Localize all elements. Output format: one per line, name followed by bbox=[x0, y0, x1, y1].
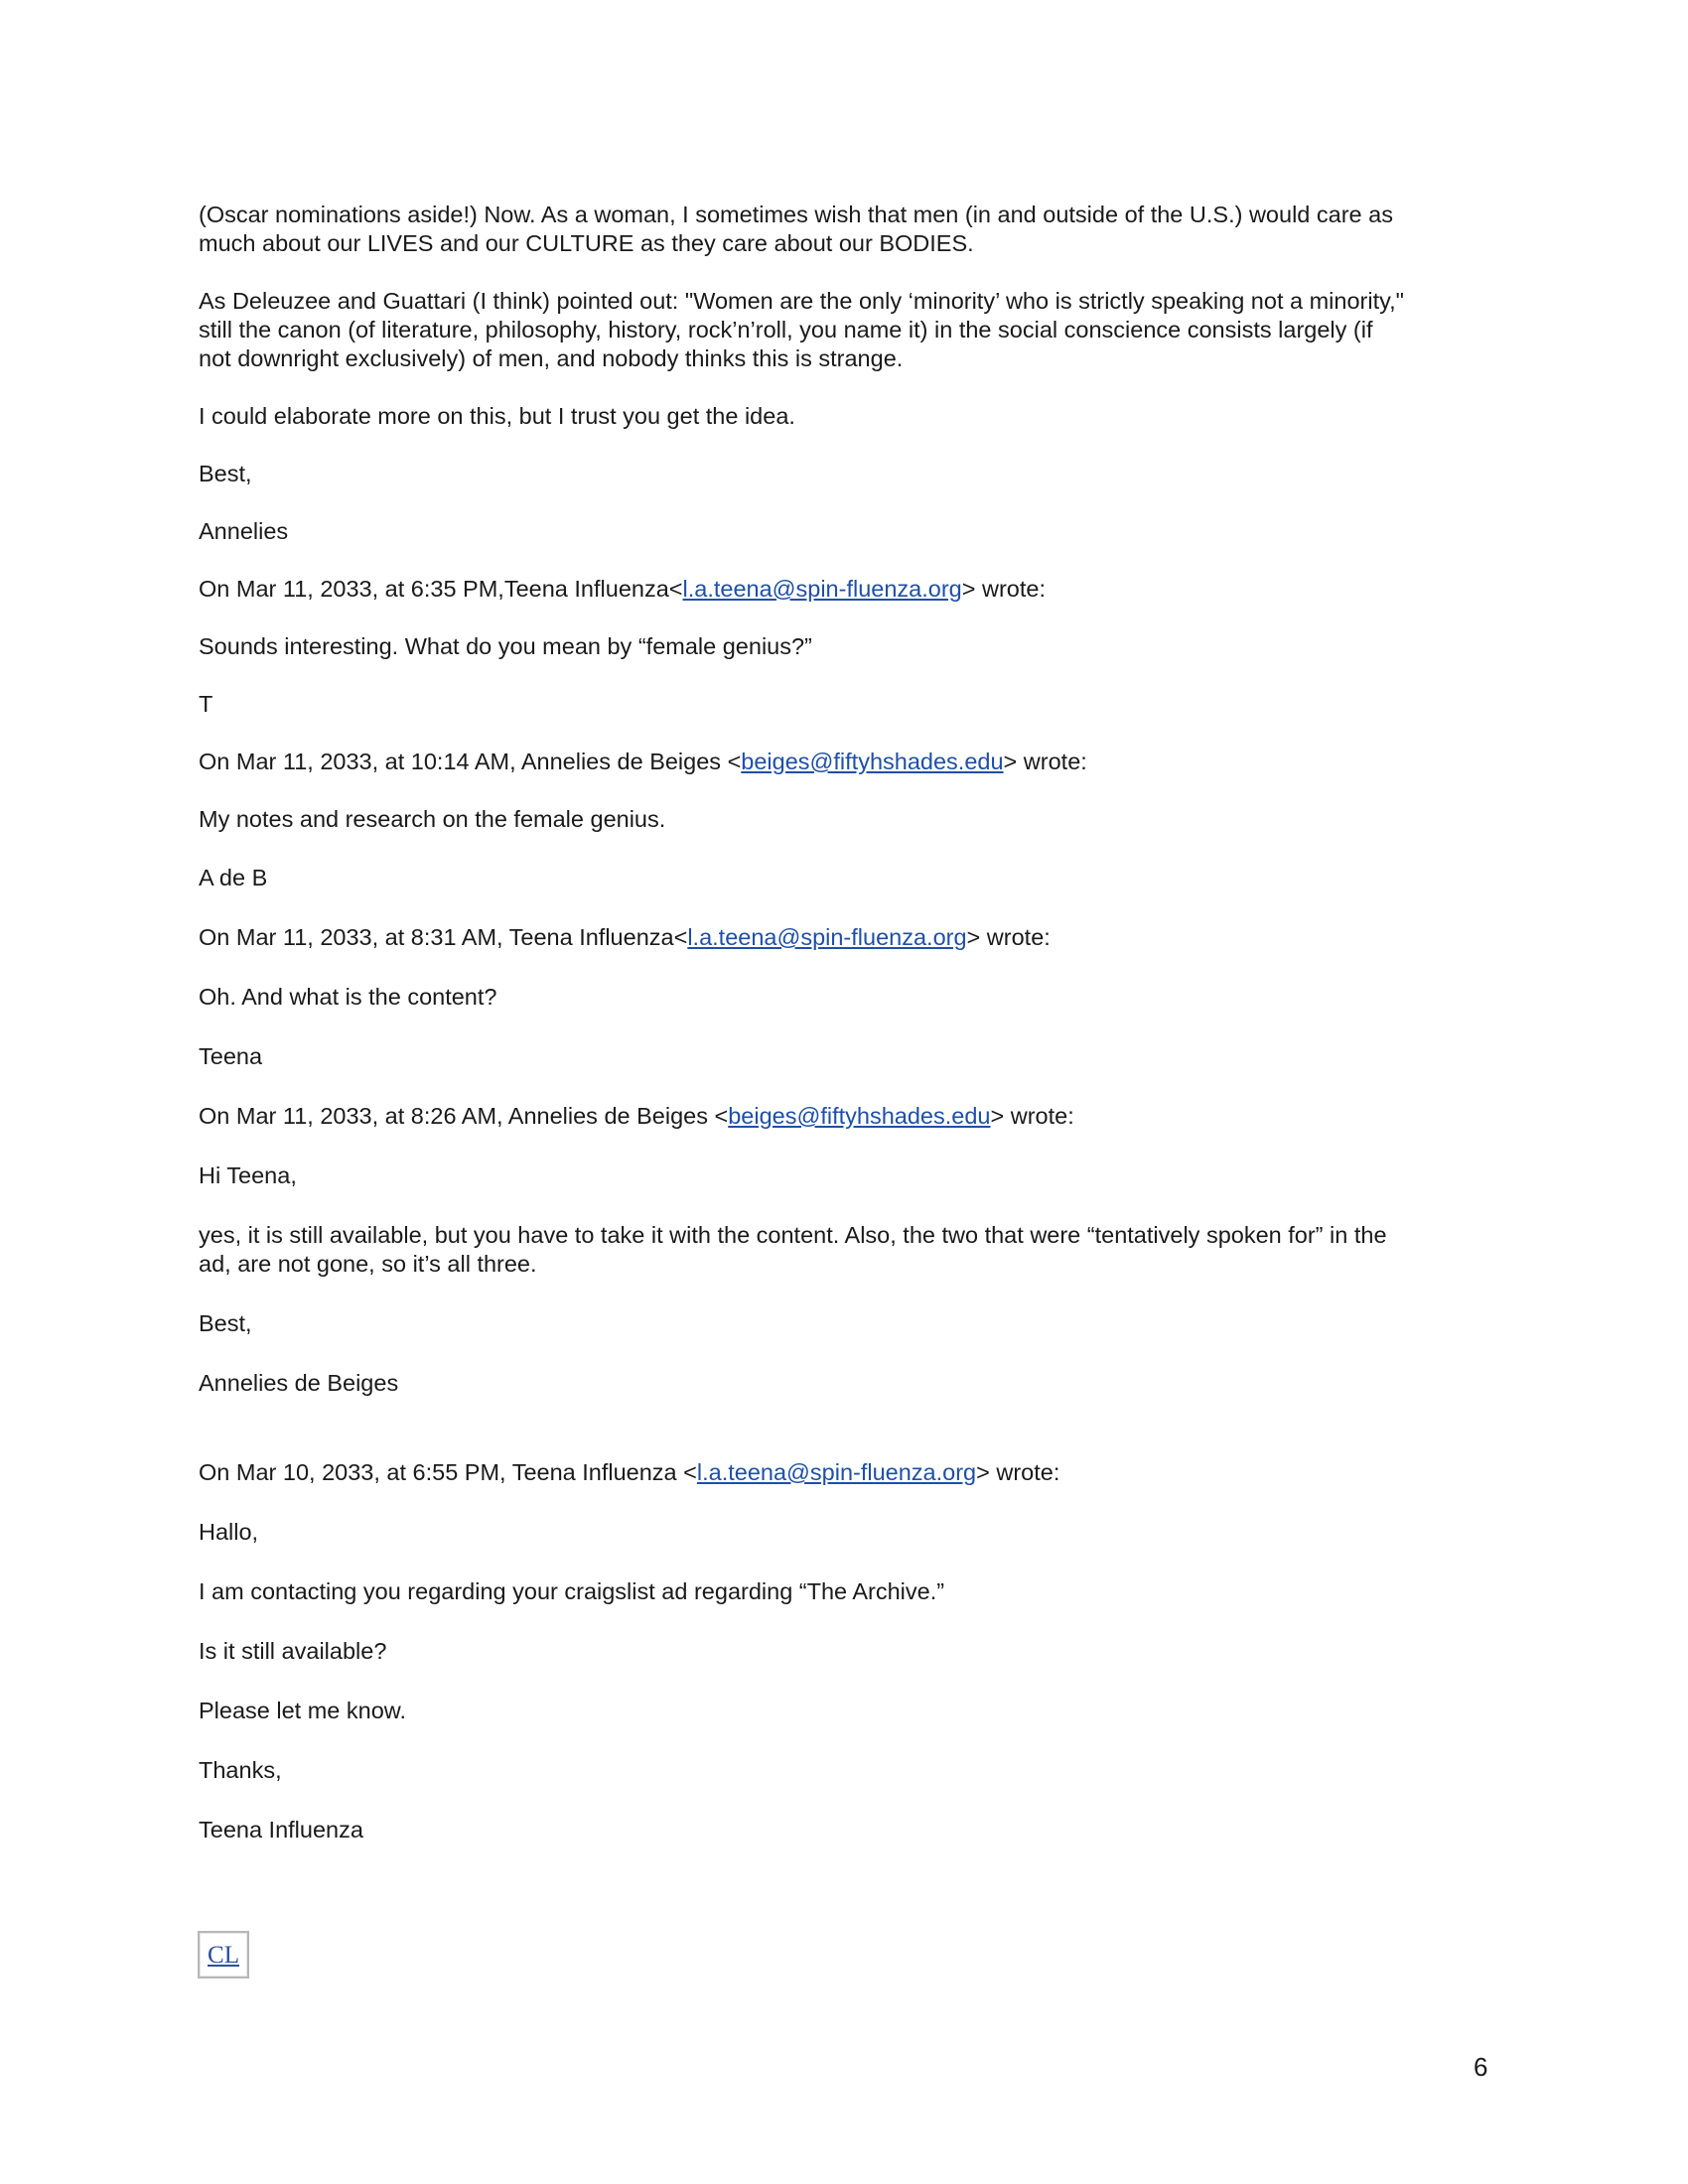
email-header-text: On Mar 11, 2033, at 8:26 AM, Annelies de Beiges < bbox=[199, 1103, 729, 1129]
signature: Annelies de Beiges bbox=[199, 1370, 399, 1396]
signature: Annelies bbox=[199, 518, 289, 544]
email-link[interactable]: beiges@fiftyhshades.edu bbox=[741, 749, 1004, 774]
page-number: 6 bbox=[1474, 2052, 1488, 2082]
email-header-text: On Mar 10, 2033, at 6:55 PM, Teena Influenza < bbox=[199, 1459, 697, 1485]
signature: T bbox=[199, 691, 213, 717]
email-header bbox=[199, 923, 1489, 952]
email-link[interactable]: l.a.teena@spin-fluenza.org bbox=[696, 1459, 977, 1485]
email-header-text: > wrote: bbox=[966, 924, 1051, 950]
greeting: Hallo, bbox=[199, 1519, 259, 1545]
body-line: Oh. And what is the content? bbox=[199, 984, 497, 1010]
email-header-text: > wrote: bbox=[990, 1103, 1074, 1129]
email-header bbox=[199, 1458, 1489, 1487]
email-header-text: On Mar 11, 2033, at 8:31 AM, Teena Influenza< bbox=[199, 924, 688, 950]
signature: A de B bbox=[199, 865, 268, 890]
cl-link-box[interactable] bbox=[198, 1931, 249, 1979]
body-line: Is it still available? bbox=[199, 1638, 387, 1664]
email-link[interactable]: beiges@fiftyhshades.edu bbox=[728, 1103, 991, 1129]
email-link[interactable]: l.a.teena@spin-fluenza.org bbox=[682, 576, 962, 602]
email-header bbox=[199, 748, 1489, 776]
body-line: My notes and research on the female genius. bbox=[199, 806, 666, 832]
body-line: Sounds interesting. What do you mean by “female genius?” bbox=[199, 633, 812, 659]
body-line: not downright exclusively) of men, and nobody thinks this is strange. bbox=[199, 345, 904, 371]
sign-off: Best, bbox=[199, 461, 252, 486]
body-line: I could elaborate more on this, but I trust you get the idea. bbox=[199, 403, 795, 429]
sign-off: Best, bbox=[199, 1310, 252, 1336]
sign-off: Thanks, bbox=[199, 1757, 282, 1783]
email-header-text: > wrote: bbox=[1003, 749, 1087, 774]
signature: Teena Influenza bbox=[199, 1817, 363, 1843]
body-line: still the canon (of literature, philosophy, history, rock’n’roll, you name it) in the social conscience consists largely (if bbox=[199, 317, 1373, 342]
body-line: As Deleuzee and Guattari (I think) pointed out: "Women are the only ‘minority’ who is strictly speaking not a minority," bbox=[199, 288, 1404, 314]
body-line: much about our LIVES and our CULTURE as they care about our BODIES. bbox=[199, 230, 974, 256]
body-line: Please let me know. bbox=[199, 1698, 406, 1723]
email-header bbox=[199, 1102, 1489, 1131]
body-line: (Oscar nominations aside!) Now. As a woman, I sometimes wish that men (in and outside of the U.S.) would care as bbox=[199, 202, 1393, 227]
email-header-text: > wrote: bbox=[961, 576, 1046, 602]
cl-link[interactable]: CL bbox=[208, 1941, 239, 1969]
body-line: ad, are not gone, so it’s all three. bbox=[199, 1251, 537, 1277]
body-line: yes, it is still available, but you have to take it with the content. Also, the two that were “tentatively spoken for” in the bbox=[199, 1222, 1387, 1248]
email-header-text: On Mar 11, 2033, at 10:14 AM, Annelies de Beiges < bbox=[199, 749, 742, 774]
email-link[interactable]: l.a.teena@spin-fluenza.org bbox=[687, 924, 967, 950]
email-header-text: > wrote: bbox=[976, 1459, 1060, 1485]
greeting: Hi Teena, bbox=[199, 1162, 297, 1188]
email-header-text: On Mar 11, 2033, at 6:35 PM,Teena Influenza< bbox=[199, 576, 683, 602]
body-line: I am contacting you regarding your craigslist ad regarding “The Archive.” bbox=[199, 1578, 945, 1604]
email-header bbox=[199, 575, 1489, 604]
signature: Teena bbox=[199, 1043, 263, 1069]
